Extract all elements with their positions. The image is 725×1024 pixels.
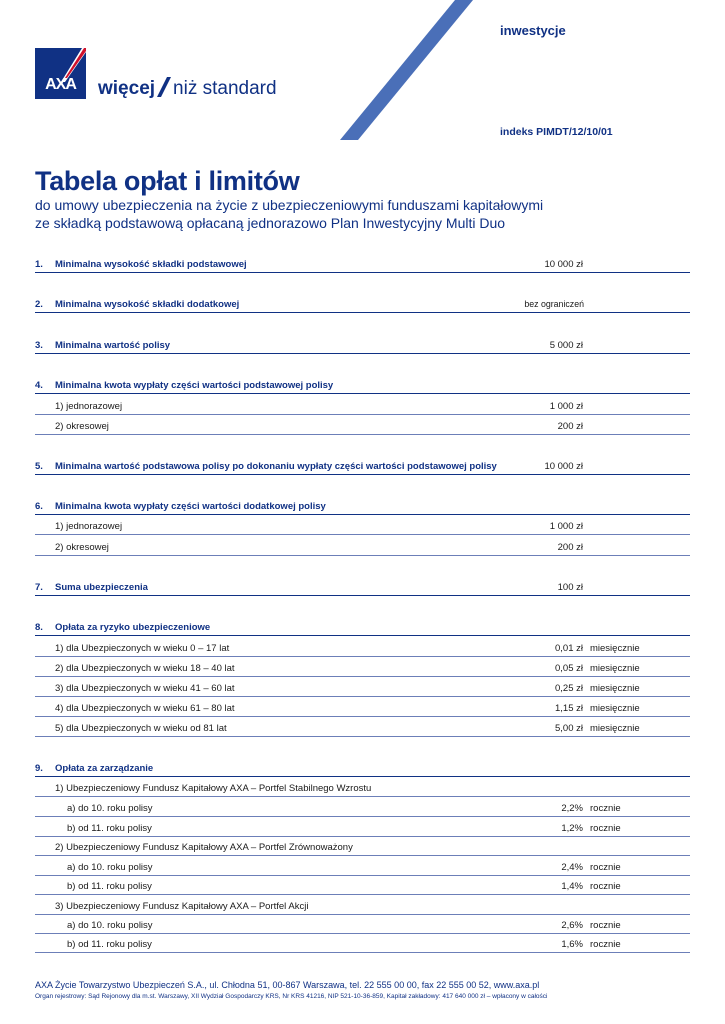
section-number: 1. [35, 259, 43, 270]
row-label: 2) dla Ubezpieczonych w wieku 18 – 40 lat [55, 663, 235, 674]
row-value: 200 zł [557, 542, 583, 553]
section-number: 6. [35, 501, 43, 512]
row-value: 0,05 zł [555, 663, 583, 674]
row-label: a) do 10. roku polisy [67, 803, 153, 814]
section-label: Minimalna kwota wypłaty części wartości dodatkowej polisy [55, 501, 326, 512]
section-label: Opłata za ryzyko ubezpieczeniowe [55, 622, 211, 633]
section-row-6 [35, 495, 690, 515]
row-value: 2,6% [561, 920, 583, 931]
row-unit: rocznie [590, 939, 621, 950]
table-row [35, 395, 690, 415]
section-number: 4. [35, 380, 43, 391]
row-value: 2,2% [561, 803, 583, 814]
table-row [35, 717, 690, 737]
row-unit: miesięcznie [590, 703, 640, 714]
footer-registration-info: Organ rejestrowy: Sąd Rejonowy dla m.st. Warszawy, XII Wydział Gospodarczy KRS, Nr KRS 41216, NIP 521-10-36-859, Kapitał zakładowy: 417 640 000 zł – wpłacony w całości [35, 993, 548, 1000]
diagonal-stripe-decoration [0, 0, 725, 145]
section-label: Suma ubezpieczenia [55, 582, 148, 593]
row-value: 1,2% [561, 823, 583, 834]
row-value: 1,15 zł [555, 703, 583, 714]
fund-row [35, 777, 690, 797]
table-row [35, 415, 690, 435]
row-label: b) od 11. roku polisy [67, 823, 152, 834]
section-label: Minimalna wysokość składki podstawowej [55, 259, 247, 270]
row-unit: miesięcznie [590, 643, 640, 654]
row-value: 200 zł [557, 421, 583, 432]
table-row [35, 637, 690, 657]
row-unit: rocznie [590, 920, 621, 931]
slogan-bold: więcej [98, 78, 156, 99]
row-label: b) od 11. roku polisy [67, 939, 152, 950]
table-row [35, 677, 690, 697]
row-unit: miesięcznie [590, 683, 640, 694]
slogan-rest: niż standard [173, 78, 277, 99]
fund-label: 1) Ubezpieczeniowy Fundusz Kapitałowy AXA – Portfel Stabilnego Wzrostu [55, 783, 372, 794]
row-value: 0,25 zł [555, 683, 583, 694]
table-row [35, 657, 690, 677]
fund-label: 3) Ubezpieczeniowy Fundusz Kapitałowy AXA – Portfel Akcji [55, 901, 309, 912]
section-row-9 [35, 757, 690, 777]
row-label: b) od 11. roku polisy [67, 881, 152, 892]
slogan [98, 77, 277, 100]
row-unit: rocznie [590, 862, 621, 873]
row-value: 1 000 zł [549, 521, 583, 532]
row-label: 3) dla Ubezpieczonych w wieku 41 – 60 lat [55, 683, 235, 694]
row-label: 2) okresowej [55, 542, 109, 553]
footer-company-info: AXA Życie Towarzystwo Ubezpieczeń S.A., ul. Chłodna 51, 00-867 Warszawa, tel. 22 555 00 00, fax 22 555 00 52, www.axa.pl [35, 980, 540, 990]
section-number: 2. [35, 299, 43, 310]
table-row [35, 817, 690, 837]
section-number: 7. [35, 582, 43, 593]
axa-logo [35, 48, 86, 99]
subtitle-line-1: do umowy ubezpieczenia na życie z ubezpieczeniowymi funduszami kapitałowymi [35, 197, 544, 213]
row-unit: rocznie [590, 823, 621, 834]
section-value: 5 000 zł [549, 340, 583, 351]
section-label: Minimalna wartość polisy [55, 340, 171, 351]
row-value: 5,00 zł [555, 723, 583, 734]
page-title: Tabela opłat i limitów [35, 166, 300, 196]
row-unit: rocznie [590, 803, 621, 814]
row-value: 1,4% [561, 881, 583, 892]
row-label: 1) jednorazowej [55, 521, 123, 532]
table-row [35, 933, 690, 953]
section-number: 8. [35, 622, 43, 633]
row-label: 5) dla Ubezpieczonych w wieku od 81 lat [55, 723, 227, 734]
document-index: indeks PIMDT/12/10/01 [500, 126, 613, 138]
section-label: Minimalna kwota wypłaty części wartości podstawowej polisy [55, 380, 334, 391]
section-number: 9. [35, 763, 43, 774]
row-value: 0,01 zł [555, 643, 583, 654]
section-row-1 [35, 253, 690, 273]
row-label: a) do 10. roku polisy [67, 920, 153, 931]
section-row-2 [35, 293, 690, 313]
category-label: inwestycje [500, 23, 566, 38]
section-row-7 [35, 576, 690, 596]
section-row-4 [35, 374, 690, 394]
table-row [35, 515, 690, 535]
section-value: 10 000 zł [544, 461, 583, 472]
row-unit: miesięcznie [590, 663, 640, 674]
row-unit: rocznie [590, 881, 621, 892]
row-label: a) do 10. roku polisy [67, 862, 153, 873]
fund-label: 2) Ubezpieczeniowy Fundusz Kapitałowy AXA – Portfel Zrównoważony [55, 842, 353, 853]
section-row-5 [35, 455, 690, 475]
row-value: 2,4% [561, 862, 583, 873]
row-unit: miesięcznie [590, 723, 640, 734]
row-value: 1 000 zł [549, 401, 583, 412]
section-label: Minimalna wartość podstawowa polisy po dokonaniu wypłaty części wartości podstawowej polisy [55, 461, 497, 472]
section-number: 5. [35, 461, 43, 472]
logo-text: AXA [45, 76, 76, 93]
row-label: 1) dla Ubezpieczonych w wieku 0 – 17 lat [55, 643, 230, 654]
section-row-3 [35, 334, 690, 354]
row-label: 4) dla Ubezpieczonych w wieku 61 – 80 lat [55, 703, 235, 714]
table-row [35, 875, 690, 895]
slash-icon [157, 77, 171, 97]
row-label: 1) jednorazowej [55, 401, 123, 412]
section-number: 3. [35, 340, 43, 351]
fund-row [35, 836, 690, 856]
row-label: 2) okresowej [55, 421, 109, 432]
section-row-8 [35, 616, 690, 636]
section-value: 100 zł [557, 582, 583, 593]
row-value: 1,6% [561, 939, 583, 950]
section-value: 10 000 zł [544, 259, 583, 270]
subtitle-line-2: ze składką podstawową opłacaną jednorazowo Plan Inwestycyjny Multi Duo [35, 215, 506, 231]
table-row [35, 536, 690, 556]
section-value: bez ograniczeń [524, 299, 584, 309]
table-row [35, 914, 690, 934]
page-subtitle [35, 196, 595, 232]
fund-row [35, 895, 690, 915]
section-label: Opłata za zarządzanie [55, 763, 154, 774]
table-row [35, 856, 690, 876]
table-row [35, 697, 690, 717]
section-label: Minimalna wysokość składki dodatkowej [55, 299, 240, 310]
table-row [35, 797, 690, 817]
